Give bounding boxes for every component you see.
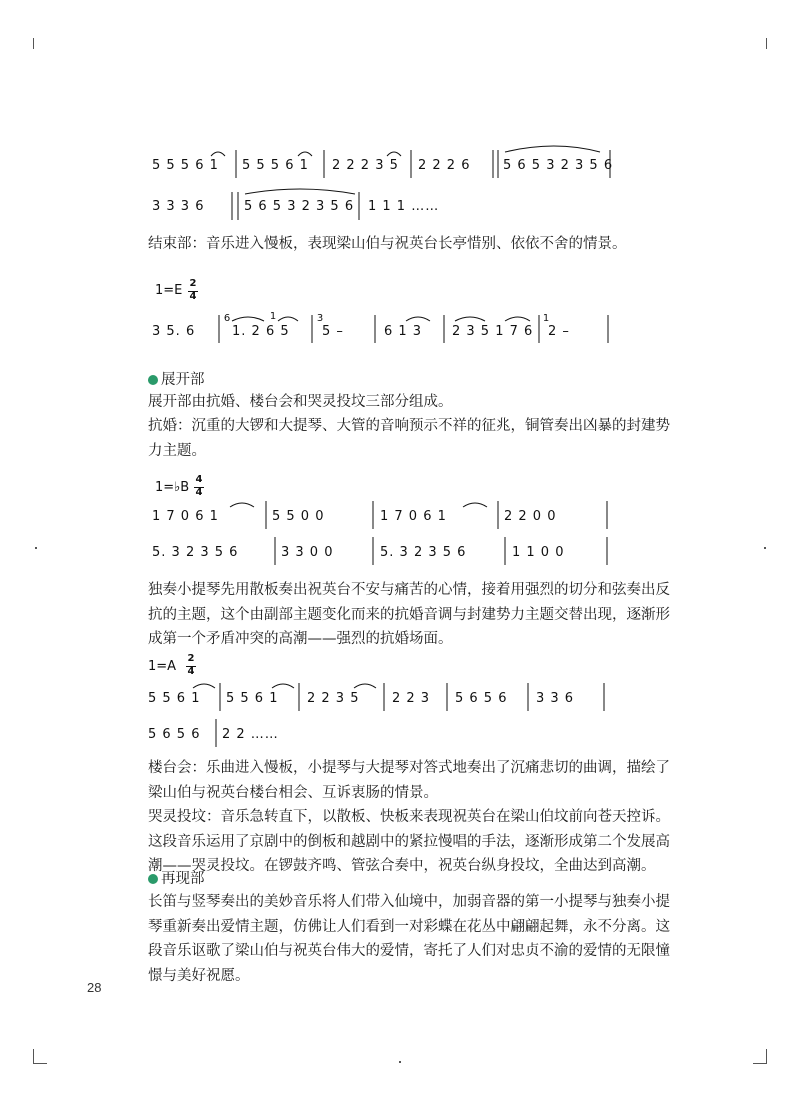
ending-m6: 2 – [548, 324, 570, 339]
score1-m3: 2 2 2 3 5 [332, 158, 399, 173]
ending-text: 结束部：音乐进入慢板，表现梁山伯与祝英台长亭惜别、依依不舍的情景。 [148, 236, 627, 252]
score3-meter-bottom: 4 [187, 666, 195, 677]
ending-grace-1: 6 [223, 313, 231, 324]
ending-m3: 5 – [322, 324, 344, 339]
crop-mark-bottom-right [766, 1049, 767, 1063]
kanghun-meter-top: 4 [195, 474, 203, 485]
ending-m4: 6 1 3 [384, 324, 423, 339]
crop-mark-bottom-left-h [33, 1063, 47, 1064]
kanghun-meter-bottom: 4 [195, 487, 203, 498]
ending-meter-top: 2 [189, 278, 197, 289]
recap-heading [148, 868, 205, 890]
section-bullet-icon [148, 874, 158, 884]
crop-mark-bottom-right-h [753, 1063, 767, 1064]
kanghun-r1-m4: 2 2 0 0 [504, 509, 557, 524]
score1-m1: 5 5 5 6 1 [152, 158, 219, 173]
kanghun-r1-m3: 1 7 0 6 1 [380, 509, 447, 524]
ending-m5: 2 3 5 1 7 6 [452, 324, 534, 339]
score3-r2-m1: 5 6 5 6 [148, 727, 201, 742]
loutai-text: 楼台会：乐曲进入慢板，小提琴与大提琴对答式地奏出了沉痛悲切的曲调，描绘了梁山伯与祝英台楼台相会、互诉衷肠的情景。 [148, 760, 670, 801]
score3-r1-m5: 5 6 5 6 [455, 691, 508, 706]
solo-violin-text: 独奏小提琴先用散板奏出祝英台不安与痛苦的心情，接着用强烈的切分和弦奏出反抗的主题，这个由副部主题变化而来的抗婚音调与封建势力主题交替出现，逐渐形成第一个矛盾冲突的高潮——强烈的抗婚场面。 [148, 582, 670, 647]
kanghun-r1-m2: 5 5 0 0 [272, 509, 325, 524]
ending-grace-3: 3 [316, 313, 324, 324]
ending-m2: 1. 2 6 5 [232, 324, 290, 339]
ending-m1: 3 5. 6 [152, 324, 196, 339]
crop-mark-top-left [33, 38, 34, 49]
development-heading [148, 369, 205, 391]
development-kanghun: 抗婚：沉重的大锣和大提琴、大管的音响预示不祥的征兆，铜管奏出凶暴的封建势力主题。 [148, 418, 670, 459]
crop-mark-top-right [766, 38, 767, 49]
score1-m5: 5 6 5 3 2 3 5 6 [503, 158, 614, 173]
crop-mark-bottom-left [33, 1049, 34, 1063]
recap-heading-text: 再现部 [161, 871, 205, 887]
ending-grace-4: 1 [542, 313, 550, 324]
ending-meter-bottom: 4 [189, 291, 197, 302]
kanghun-r2-m2: 3 3 0 0 [281, 545, 334, 560]
score3-r1-m4: 2 2 3 [392, 691, 431, 706]
score3-r1-m1: 5 5 6 1 [148, 691, 201, 706]
ending-key: 1=E [155, 283, 183, 298]
kanghun-r2-m3: 5. 3 2 3 5 6 [380, 545, 467, 560]
side-dot-left [35, 547, 37, 549]
score3-r1-m6: 3 3 6 [536, 691, 575, 706]
bottom-dot [399, 1061, 401, 1063]
section-bullet-icon [148, 375, 158, 385]
kanghun-key: 1=♭B [155, 480, 190, 495]
score1-r2-m1: 3 3 3 6 [152, 199, 205, 214]
page-number: 28 [87, 980, 102, 995]
score1-m4: 2 2 2 6 [418, 158, 471, 173]
kanghun-r2-m4: 1 1 0 0 [512, 545, 565, 560]
kanghun-r2-m1: 5. 3 2 3 5 6 [152, 545, 239, 560]
kuling-text: 哭灵投坟：音乐急转直下，以散板、快板来表现祝英台在梁山伯坟前向苍天控诉。这段音乐运用了京剧中的倒板和越剧中的紧拉慢唱的手法，逐渐形成第二个发展高潮——哭灵投坟。在锣鼓齐鸣、管弦合奏中，祝英台纵身投坟，全曲达到高潮。 [148, 809, 670, 874]
kanghun-r1-m1: 1 7 0 6 1 [152, 509, 219, 524]
development-heading-text: 展开部 [161, 372, 205, 388]
score1-r2-m3: 1 1 1 …… [368, 199, 440, 214]
score3-r1-m3: 2 2 3 5 [307, 691, 360, 706]
recap-text: 长笛与竖琴奏出的美妙音乐将人们带入仙境中，加弱音器的第一小提琴与独奏小提琴重新奏出爱情主题，仿佛让人们看到一对彩蝶在花丛中翩翩起舞，永不分离。这段音乐讴歌了梁山伯与祝英台伟大的爱情，寄托了人们对忠贞不渝的爱情的无限憧憬与美好祝愿。 [148, 894, 670, 984]
score3-r1-m2: 5 5 6 1 [226, 691, 279, 706]
score1-m2: 5 5 5 6 1 [242, 158, 309, 173]
side-dot-right [764, 547, 766, 549]
development-intro: 展开部由抗婚、楼台会和哭灵投坟三部分组成。 [148, 394, 453, 410]
score3-r2-m2: 2 2 …… [222, 727, 279, 742]
score1-r2-m2: 5 6 5 3 2 3 5 6 [244, 199, 355, 214]
score3-key: 1=A [148, 659, 177, 674]
ending-grace-2: 1 [269, 311, 277, 322]
score3-meter-top: 2 [187, 653, 195, 664]
